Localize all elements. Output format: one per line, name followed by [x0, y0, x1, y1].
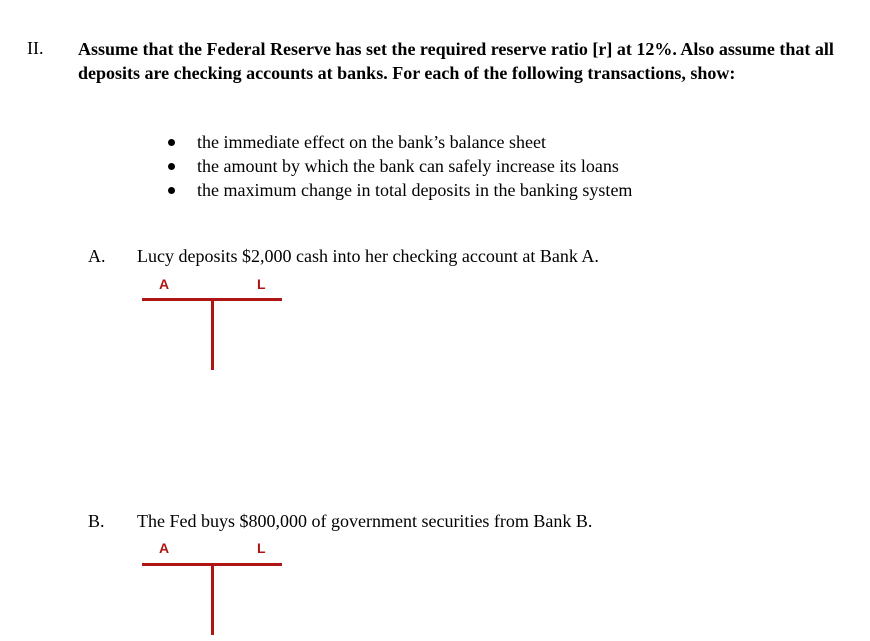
part-b-liabilities-label: L	[257, 540, 266, 556]
bullet-item	[168, 154, 632, 178]
part-a-t-account-vertical	[211, 298, 214, 370]
bullet-text: the amount by which the bank can safely increase its loans	[197, 156, 619, 176]
part-b-letter: B.	[88, 511, 105, 531]
bullet-dot-icon	[168, 163, 175, 170]
part-a-text: Lucy deposits $2,000 cash into her checking account at Bank A.	[137, 246, 599, 266]
question-number: II.	[27, 38, 44, 58]
bullet-item	[168, 130, 632, 154]
part-a-letter: A.	[88, 246, 106, 266]
part-a-assets-label: A	[159, 276, 170, 292]
bullet-dot-icon	[168, 187, 175, 194]
question-intro: Assume that the Federal Reserve has set the required reserve ratio [r] at 12%. Also assume that all deposits are checking accounts at banks. For each of the following transactions, show:	[78, 39, 834, 83]
part-a-liabilities-label: L	[257, 276, 266, 292]
bullet-text: the immediate effect on the bank’s balance sheet	[197, 132, 547, 152]
bullet-item	[168, 178, 632, 202]
bullet-list	[168, 130, 632, 202]
bullet-text: the maximum change in total deposits in the banking system	[197, 180, 633, 200]
part-b-t-account-vertical	[211, 563, 214, 635]
part-b-assets-label: A	[159, 540, 170, 556]
part-b-text: The Fed buys $800,000 of government securities from Bank B.	[137, 511, 593, 531]
bullet-dot-icon	[168, 139, 175, 146]
